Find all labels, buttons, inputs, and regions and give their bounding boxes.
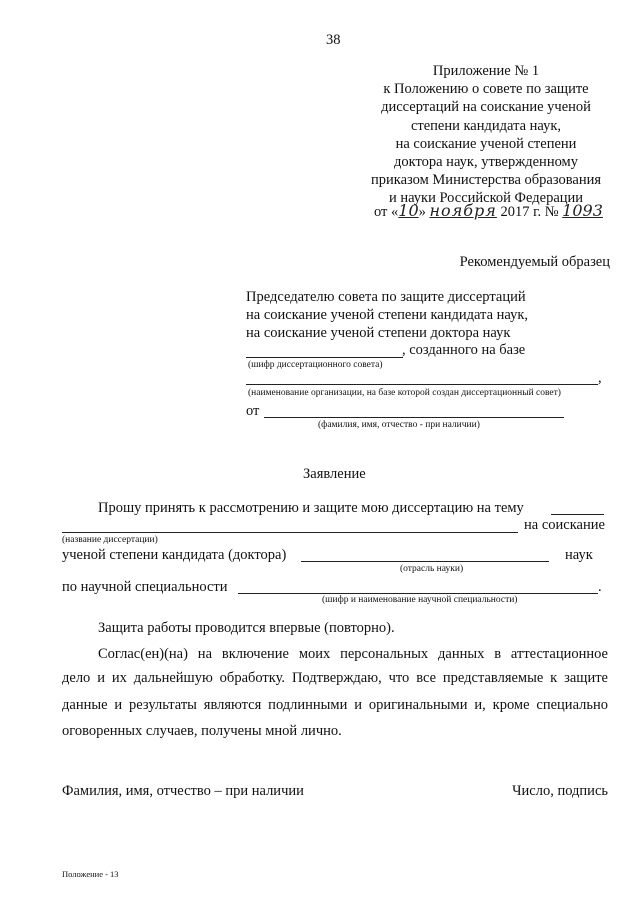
created-at-text: , созданного на базе bbox=[402, 342, 526, 358]
consent-line-2: дело и их дальнейшую обработку. Подтверждаю, что все представляемые к защите bbox=[62, 670, 608, 686]
date-prefix: от « bbox=[374, 204, 399, 220]
specialty-line bbox=[238, 593, 598, 594]
page-number: 38 bbox=[326, 32, 341, 48]
applicant-name-line bbox=[264, 417, 564, 418]
defense-text: Защита работы проводится впервые (повторно). bbox=[98, 620, 395, 636]
appendix-line: на соискание ученой степени bbox=[395, 135, 577, 152]
statement-title: Заявление bbox=[303, 466, 366, 482]
caption-dissertation-title: (название диссертации) bbox=[62, 535, 158, 545]
caption-specialty: (шифр и наименование научной специальности) bbox=[322, 595, 518, 605]
topic-line-start bbox=[551, 514, 604, 515]
degree-text: ученой степени кандидата (доктора) bbox=[62, 547, 287, 563]
date-day-handwritten: 10 bbox=[398, 201, 419, 220]
addressee-line-1: Председателю совета по защите диссертаций bbox=[246, 289, 526, 305]
consent-line-4: оговоренных случаев, получены мной лично. bbox=[62, 723, 342, 739]
addressee-line-3: на соискание ученой степени доктора наук bbox=[246, 325, 511, 341]
from-label: от bbox=[246, 403, 260, 419]
signature-name-label: Фамилия, имя, отчество – при наличии bbox=[62, 783, 304, 799]
caption-council-code: (шифр диссертационного совета) bbox=[248, 360, 383, 370]
appendix-line: степени кандидата наук, bbox=[410, 117, 562, 134]
appendix-line: и науки Российской Федерации bbox=[388, 190, 584, 207]
caption-applicant-name: (фамилия, имя, отчество - при наличии) bbox=[318, 420, 480, 430]
date-mid: » bbox=[418, 204, 426, 220]
addressee-line-2: на соискание ученой степени кандидата наук, bbox=[246, 307, 529, 323]
appendix-line: доктора наук, утвержденному bbox=[394, 154, 578, 171]
caption-organization: (наименование организации, на базе которой создан диссертационный совет) bbox=[248, 388, 561, 398]
caption-science-branch: (отрасль науки) bbox=[400, 564, 464, 574]
date-month-handwritten: ноября bbox=[429, 201, 497, 220]
footer-text: Положение - 13 bbox=[62, 869, 119, 879]
science-branch-line bbox=[301, 561, 549, 562]
specialty-text: по научной специальности bbox=[62, 579, 228, 595]
nauk-text: наук bbox=[565, 547, 593, 563]
organization-comma: , bbox=[598, 370, 602, 386]
date-year: 2017 г. № bbox=[500, 204, 559, 220]
specialty-period: . bbox=[598, 579, 602, 595]
consent-line-3: данные и результаты являются подлинными и оригинальными и, кроме специально bbox=[62, 697, 608, 713]
sample-label: Рекомендуемый образец bbox=[459, 254, 610, 270]
request-text: Прошу принять к рассмотрению и защите мою диссертацию на тему bbox=[98, 500, 524, 516]
order-number-handwritten: 1093 bbox=[562, 201, 603, 220]
appendix-line: приказом Министерства образования bbox=[370, 172, 602, 189]
topic-line bbox=[62, 532, 518, 533]
council-code-line bbox=[246, 357, 403, 358]
na-soiskanie-text: на соискание bbox=[524, 517, 605, 533]
appendix-line: к Положению о совете по защите bbox=[383, 81, 589, 98]
appendix-line: диссертаций на соискание ученой bbox=[381, 99, 591, 116]
order-date-line bbox=[374, 201, 603, 221]
organization-line bbox=[246, 384, 598, 385]
signature-date-label: Число, подпись bbox=[512, 783, 608, 799]
consent-line-1: Соглас(ен)(на) на включение моих персональных данных в аттестационное bbox=[98, 646, 608, 662]
appendix-title: Приложение № 1 bbox=[432, 63, 540, 79]
appendix-block bbox=[362, 62, 610, 208]
